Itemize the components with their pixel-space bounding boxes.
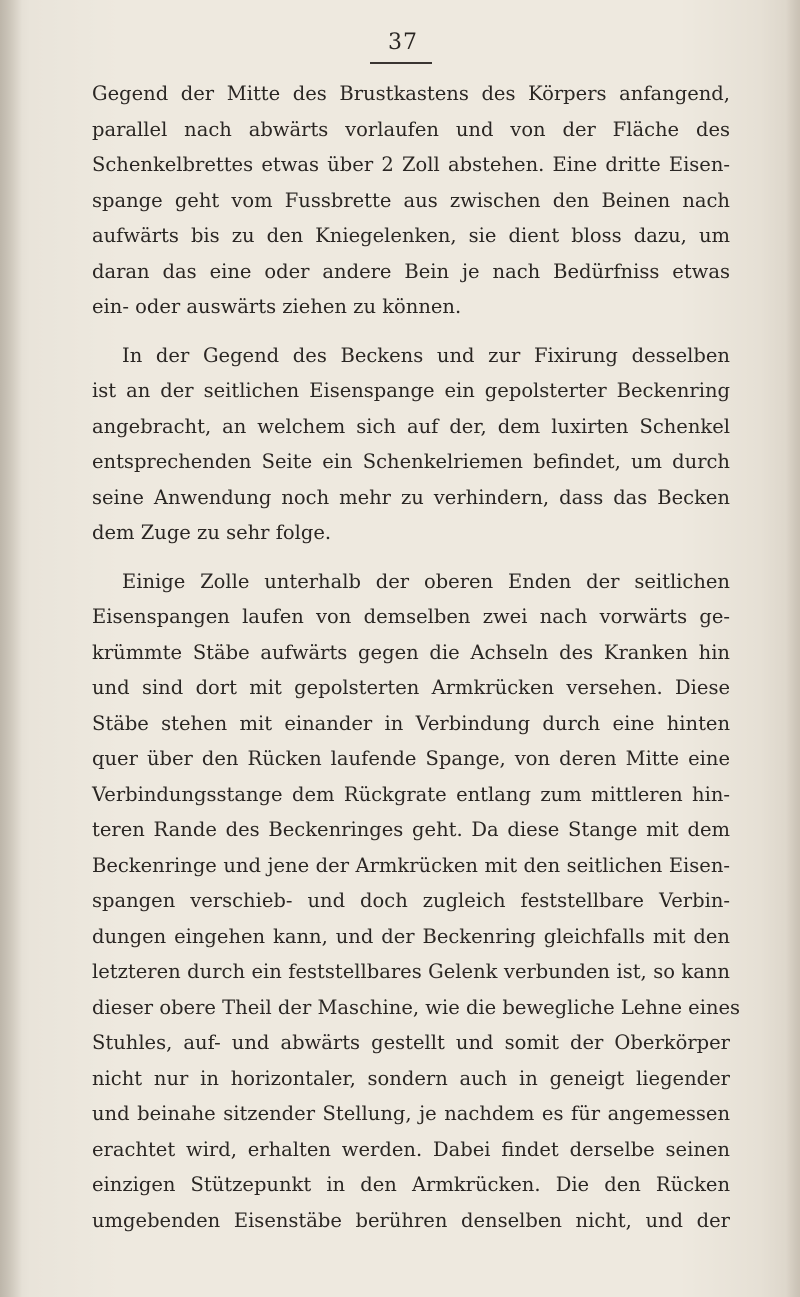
text-line: Stuhles, auf- und abwärts gestellt und somit der Oberkörper <box>92 1031 730 1054</box>
text-line: Eisenspangen laufen von demselben zwei nach vorwärts ge- <box>92 605 730 628</box>
text-line: teren Rande des Beckenringes geht. Da diese Stange mit dem <box>92 818 730 841</box>
paragraph-gap <box>92 325 730 338</box>
text-line: und sind dort mit gepolsterten Armkrücken versehen. Diese <box>92 676 730 699</box>
text-line: Einige Zolle unterhalb der oberen Enden der seitlichen <box>122 569 730 593</box>
text-line: nicht nur in horizontaler, sondern auch in geneigt liegender <box>92 1066 730 1090</box>
text-line: dem Zuge zu sehr folge. <box>92 521 332 544</box>
text-line: ist an der seitlichen Eisenspange ein gepolsterter Beckenring <box>92 379 730 402</box>
page-number-rule <box>370 62 432 64</box>
text-line: Schenkelbrettes etwas über 2 Zoll abstehen. Eine dritte Eisen- <box>92 153 730 176</box>
page-edge <box>786 0 800 1297</box>
paragraph-2 <box>92 338 730 551</box>
text-line: und beinahe sitzender Stellung, je nachdem es für angemessen <box>92 1102 730 1125</box>
text-line: erachtet wird, erhalten werden. Dabei findet derselbe seinen <box>92 1137 730 1161</box>
text-line: spange geht vom Fussbrette aus zwischen den Beinen nach <box>92 188 730 212</box>
body-text <box>92 76 741 1238</box>
text-line: Verbindungsstange dem Rückgrate entlang zum mittleren hin- <box>92 782 730 806</box>
text-line: quer über den Rücken laufende Spange, von deren Mitte eine <box>92 747 730 770</box>
text-line: parallel nach abwärts vorlaufen und von der Fläche des <box>92 117 730 141</box>
text-line: Stäbe stehen mit einander in Verbindung durch eine hinten <box>92 711 730 735</box>
page-number: 37 <box>388 30 418 55</box>
text-line: Gegend der Mitte des Brustkastens des Körpers anfangend, <box>92 82 730 105</box>
binding-shadow <box>0 0 22 1297</box>
paragraph-1 <box>92 76 730 325</box>
text-line: dieser obere Theil der Maschine, wie die bewegliche Lehne eines <box>92 995 741 1019</box>
text-line: In der Gegend des Beckens und zur Fixirung desselben <box>122 343 730 367</box>
text-line: entsprechenden Seite ein Schenkelriemen befindet, um durch <box>92 450 730 473</box>
text-line: dungen eingehen kann, und der Beckenring gleichfalls mit den <box>92 924 730 948</box>
text-line: daran das eine oder andere Bein je nach Bedürfniss etwas <box>92 259 730 283</box>
text-line: umgebenden Eisenstäbe berühren denselben nicht, und der <box>92 1208 730 1232</box>
text-line: ein- oder auswärts ziehen zu können. <box>92 295 462 318</box>
text-line: seine Anwendung noch mehr zu verhindern, dass das Becken <box>92 485 730 509</box>
text-line: einzigen Stützepunkt in den Armkrücken. Die den Rücken <box>92 1173 730 1196</box>
text-line: Beckenringe und jene der Armkrücken mit den seitlichen Eisen- <box>92 853 730 877</box>
text-line: letzteren durch ein feststellbares Gelenk verbunden ist, so kann <box>92 960 730 983</box>
text-line: krümmte Stäbe aufwärts gegen die Achseln des Kranken hin <box>92 640 730 664</box>
text-line: angebracht, an welchem sich auf der, dem luxirten Schenkel <box>92 414 730 438</box>
paragraph-gap <box>92 551 730 564</box>
text-line: spangen verschieb- und doch zugleich feststellbare Verbin- <box>92 889 730 912</box>
text-line: aufwärts bis zu den Kniegelenken, sie dient bloss dazu, um <box>92 224 730 247</box>
paragraph-3 <box>92 564 741 1239</box>
